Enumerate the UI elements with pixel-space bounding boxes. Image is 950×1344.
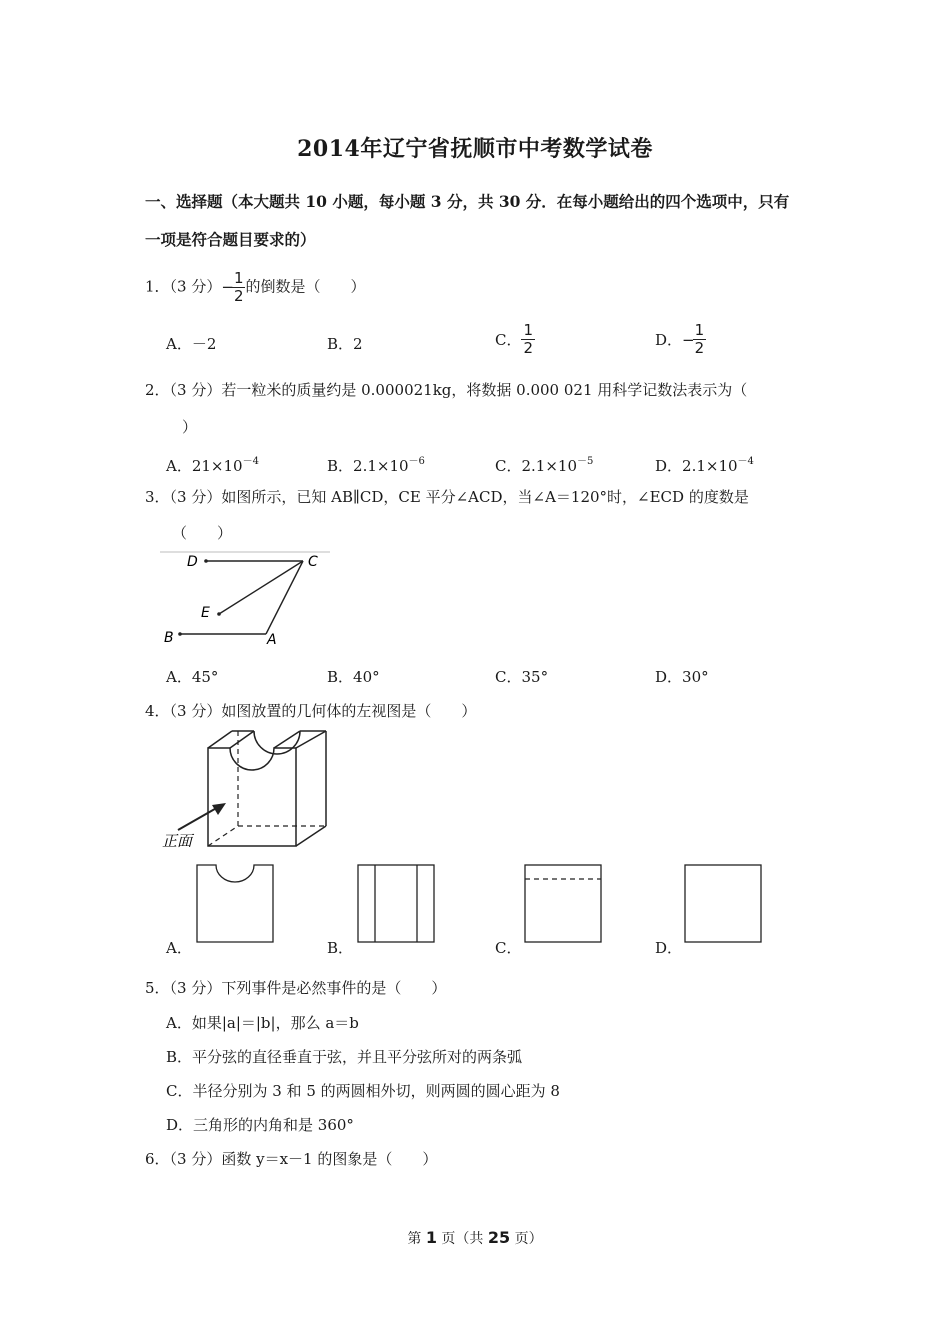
question-3-line1: 3．（3 分）如图所示，已知 AB∥CD，CE 平分∠ACD，当∠A＝120°时，∠ECD 的度数是: [145, 488, 749, 506]
solid-edge-right-bottom: [296, 826, 326, 846]
q4-option-b-view: [357, 864, 437, 944]
footer-mid: 页（共: [436, 1231, 488, 1247]
q1-option-d-label: D．: [655, 331, 683, 349]
minus-sign: −: [682, 330, 695, 349]
q4-option-a-view: [196, 864, 276, 944]
q4-option-d: D．: [655, 939, 683, 957]
view-square: [358, 865, 434, 942]
solid-groove-right: [274, 731, 300, 748]
front-label: 正面: [162, 832, 193, 850]
question-3-line2: （ ）: [172, 524, 233, 542]
q2-option-c: [495, 452, 593, 476]
q5-option-b: B．平分弦的直径垂直于弦，并且平分弦所对的两条弧: [166, 1048, 523, 1066]
q2-option-b-label: B．2.1×10: [327, 457, 409, 475]
solid-groove-left: [230, 731, 254, 748]
q5-option-a: A．如果|a|＝|b|，那么 a＝b: [166, 1014, 359, 1032]
footer-post: 页）: [510, 1231, 543, 1247]
q5-option-d: D．三角形的内角和是 360°: [166, 1116, 354, 1134]
question-2-line2: ）: [182, 418, 198, 436]
footer-pre: 第: [407, 1231, 426, 1247]
label-a: A: [267, 632, 277, 648]
q2-option-d: [655, 452, 754, 476]
question-1: [145, 270, 366, 305]
q3-geometry-figure: [160, 548, 340, 648]
fraction-denominator: 2: [523, 339, 534, 357]
fraction-denominator: 2: [233, 287, 244, 305]
front-arrow-shaft: [178, 806, 220, 830]
fraction-numerator: 1: [233, 269, 244, 287]
q1-option-c-fraction: [521, 322, 535, 357]
fraction-denominator: 2: [694, 339, 705, 357]
segment-ce: [219, 561, 303, 614]
q2-option-d-exponent: －4: [737, 456, 754, 467]
solid-hidden-depth: [208, 826, 238, 846]
q3-option-a: A．45°: [166, 668, 219, 686]
solid-front-face: [208, 748, 296, 846]
point-d: [204, 559, 208, 563]
page-number: 1: [425, 1228, 437, 1247]
q1-option-b: B．2: [327, 335, 363, 353]
point-b: [178, 632, 182, 636]
section-header-line2: 一项是符合题目要求的）: [145, 230, 316, 249]
q4-option-b: B．: [327, 939, 354, 957]
q3-option-c: C．35°: [495, 668, 549, 686]
q2-option-c-exponent: －5: [577, 456, 594, 467]
minus-sign: −: [221, 277, 234, 296]
question-4-line1: 4．（3 分）如图放置的几何体的左视图是（ ）: [145, 702, 477, 720]
section-header-line1: 一、选择题（本大题共 10 小题，每小题 3 分，共 30 分．在每小题给出的四个选项中，只有: [145, 192, 790, 211]
q4-option-c: C．: [495, 939, 522, 957]
label-b: B: [164, 630, 174, 646]
q3-option-d: D．30°: [655, 668, 709, 686]
question-5-line1: 5．（3 分）下列事件是必然事件的是（ ）: [145, 979, 447, 997]
q2-option-b: [327, 452, 425, 476]
q2-option-a: [166, 452, 259, 476]
q2-option-a-label: A．21×10: [166, 457, 243, 475]
solid-edge-left-top: [208, 731, 232, 748]
question-1-fraction: [232, 270, 246, 305]
q2-option-d-label: D．2.1×10: [655, 457, 738, 475]
q1-option-c-label: C．: [495, 331, 522, 349]
fraction-numerator: 1: [694, 321, 705, 339]
q5-option-c: C．半径分别为 3 和 5 的两圆相外切，则两圆的圆心距为 8: [166, 1082, 560, 1100]
q4-option-a: A．: [166, 939, 192, 957]
view-square: [525, 865, 601, 942]
fraction-numerator: 1: [523, 321, 534, 339]
q4-solid-figure: [160, 726, 340, 854]
label-c: C: [308, 554, 318, 570]
q2-option-a-exponent: －4: [242, 456, 259, 467]
q2-option-b-exponent: －6: [408, 456, 425, 467]
page-title: 2014年辽宁省抚顺市中考数学试卷: [297, 136, 653, 162]
point-e: [217, 612, 221, 616]
q1-option-d-fraction: [693, 322, 707, 357]
q1-option-a: A．－2: [166, 335, 217, 353]
q4-option-d-view: [684, 864, 764, 944]
label-d: D: [187, 554, 198, 570]
question-2-line1: 2．（3 分）若一粒米的质量约是 0.000021kg，将数据 0.000 021 用科学记数法表示为（: [145, 381, 748, 399]
view-square: [685, 865, 761, 942]
question-1-prefix: 1．（3 分）: [145, 277, 222, 296]
page-total: 25: [487, 1228, 511, 1247]
label-e: E: [201, 605, 210, 621]
q1-option-d: [655, 322, 706, 357]
q2-option-c-label: C．2.1×10: [495, 457, 577, 475]
page-footer: [0, 1228, 950, 1248]
question-6-line1: 6．（3 分）函数 y＝x－1 的图象是（ ）: [145, 1150, 438, 1168]
view-notched-square: [197, 865, 273, 942]
solid-back-arc: [254, 731, 300, 754]
q1-option-c: [495, 322, 535, 357]
q3-option-b: B．40°: [327, 668, 380, 686]
q4-option-c-view: [524, 864, 604, 944]
question-1-suffix: 的倒数是（ ）: [245, 277, 366, 296]
